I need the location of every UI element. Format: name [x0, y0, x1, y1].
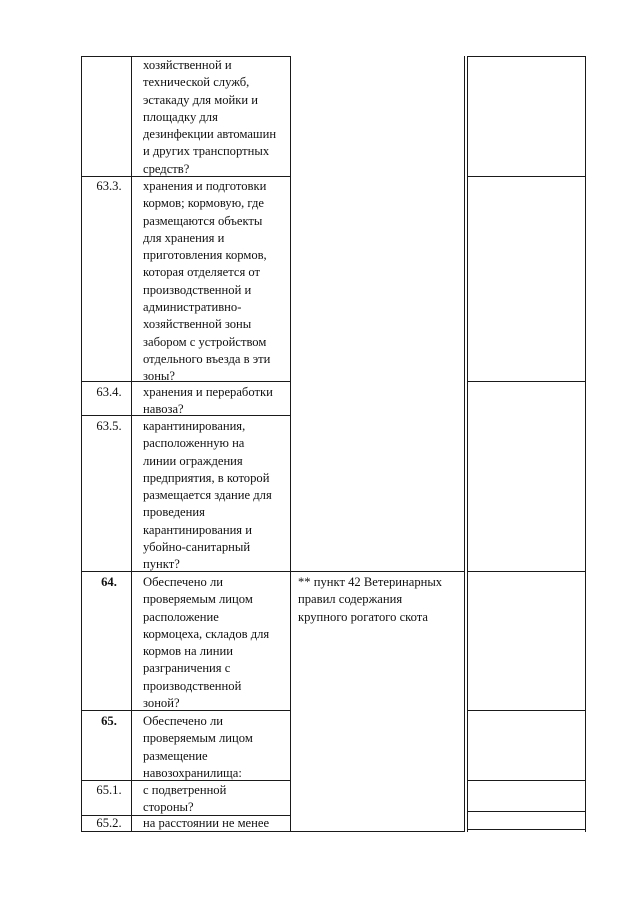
row-question-text: на расстоянии не менее — [143, 816, 270, 830]
row-number: 63.5. — [96, 419, 122, 433]
row-question-text: хозяйственной и технической служб, эстакаду для мойки и площадку для дезинфекции автомашин и других транспортных средств? — [143, 58, 277, 176]
row-question-text: Обеспечено ли проверяемым лицом размещение навозохранилища: — [143, 714, 253, 780]
row-number: 63.4. — [96, 385, 122, 399]
row-question-text: с подветренной стороны? — [143, 783, 227, 815]
column-divider-reference — [464, 56, 465, 832]
column-divider-question — [290, 56, 291, 832]
row-number: 65.1. — [96, 783, 122, 797]
table-bottom-border — [81, 831, 465, 832]
row-separator — [467, 381, 586, 382]
row-separator — [467, 811, 586, 812]
row-question-text: хранения и переработки навоза? — [143, 385, 273, 417]
row-question-text: карантинирования, расположенную на линии ограждения предприятия, в которой размещается здание для проведения карантинирования и убойно-санитарный пункт? — [143, 419, 272, 572]
row-number: 63.3. — [96, 179, 122, 193]
answer-column-right-border — [585, 56, 586, 832]
row-separator — [467, 780, 586, 781]
row-question-text: хранения и подготовки кормов; кормовую, где размещаются объекты для хранения и приготовления кормов, которая отделяется от производственной и административно- хозяйственной зоны забором с устройством отдельного въезда в эти зоны? — [143, 179, 271, 384]
row-number: 65.2. — [96, 816, 122, 830]
row-separator — [467, 571, 586, 572]
row-number: 65. — [101, 714, 117, 728]
answer-top-border — [467, 56, 586, 57]
table-left-border — [81, 56, 82, 832]
row-separator — [467, 176, 586, 177]
answer-column-left-border — [467, 56, 468, 832]
answer-bottom-border — [467, 829, 586, 830]
row-separator — [467, 710, 586, 711]
legal-reference-text: ** пункт 42 Ветеринарных правил содержания крупного рогатого скота — [298, 575, 443, 624]
row-question-text: Обеспечено ли проверяемым лицом расположение кормоцеха, складов для кормов на линии разграничения с производственной зоной? — [143, 575, 270, 711]
row-number: 64. — [101, 575, 117, 589]
row-separator — [291, 571, 465, 572]
